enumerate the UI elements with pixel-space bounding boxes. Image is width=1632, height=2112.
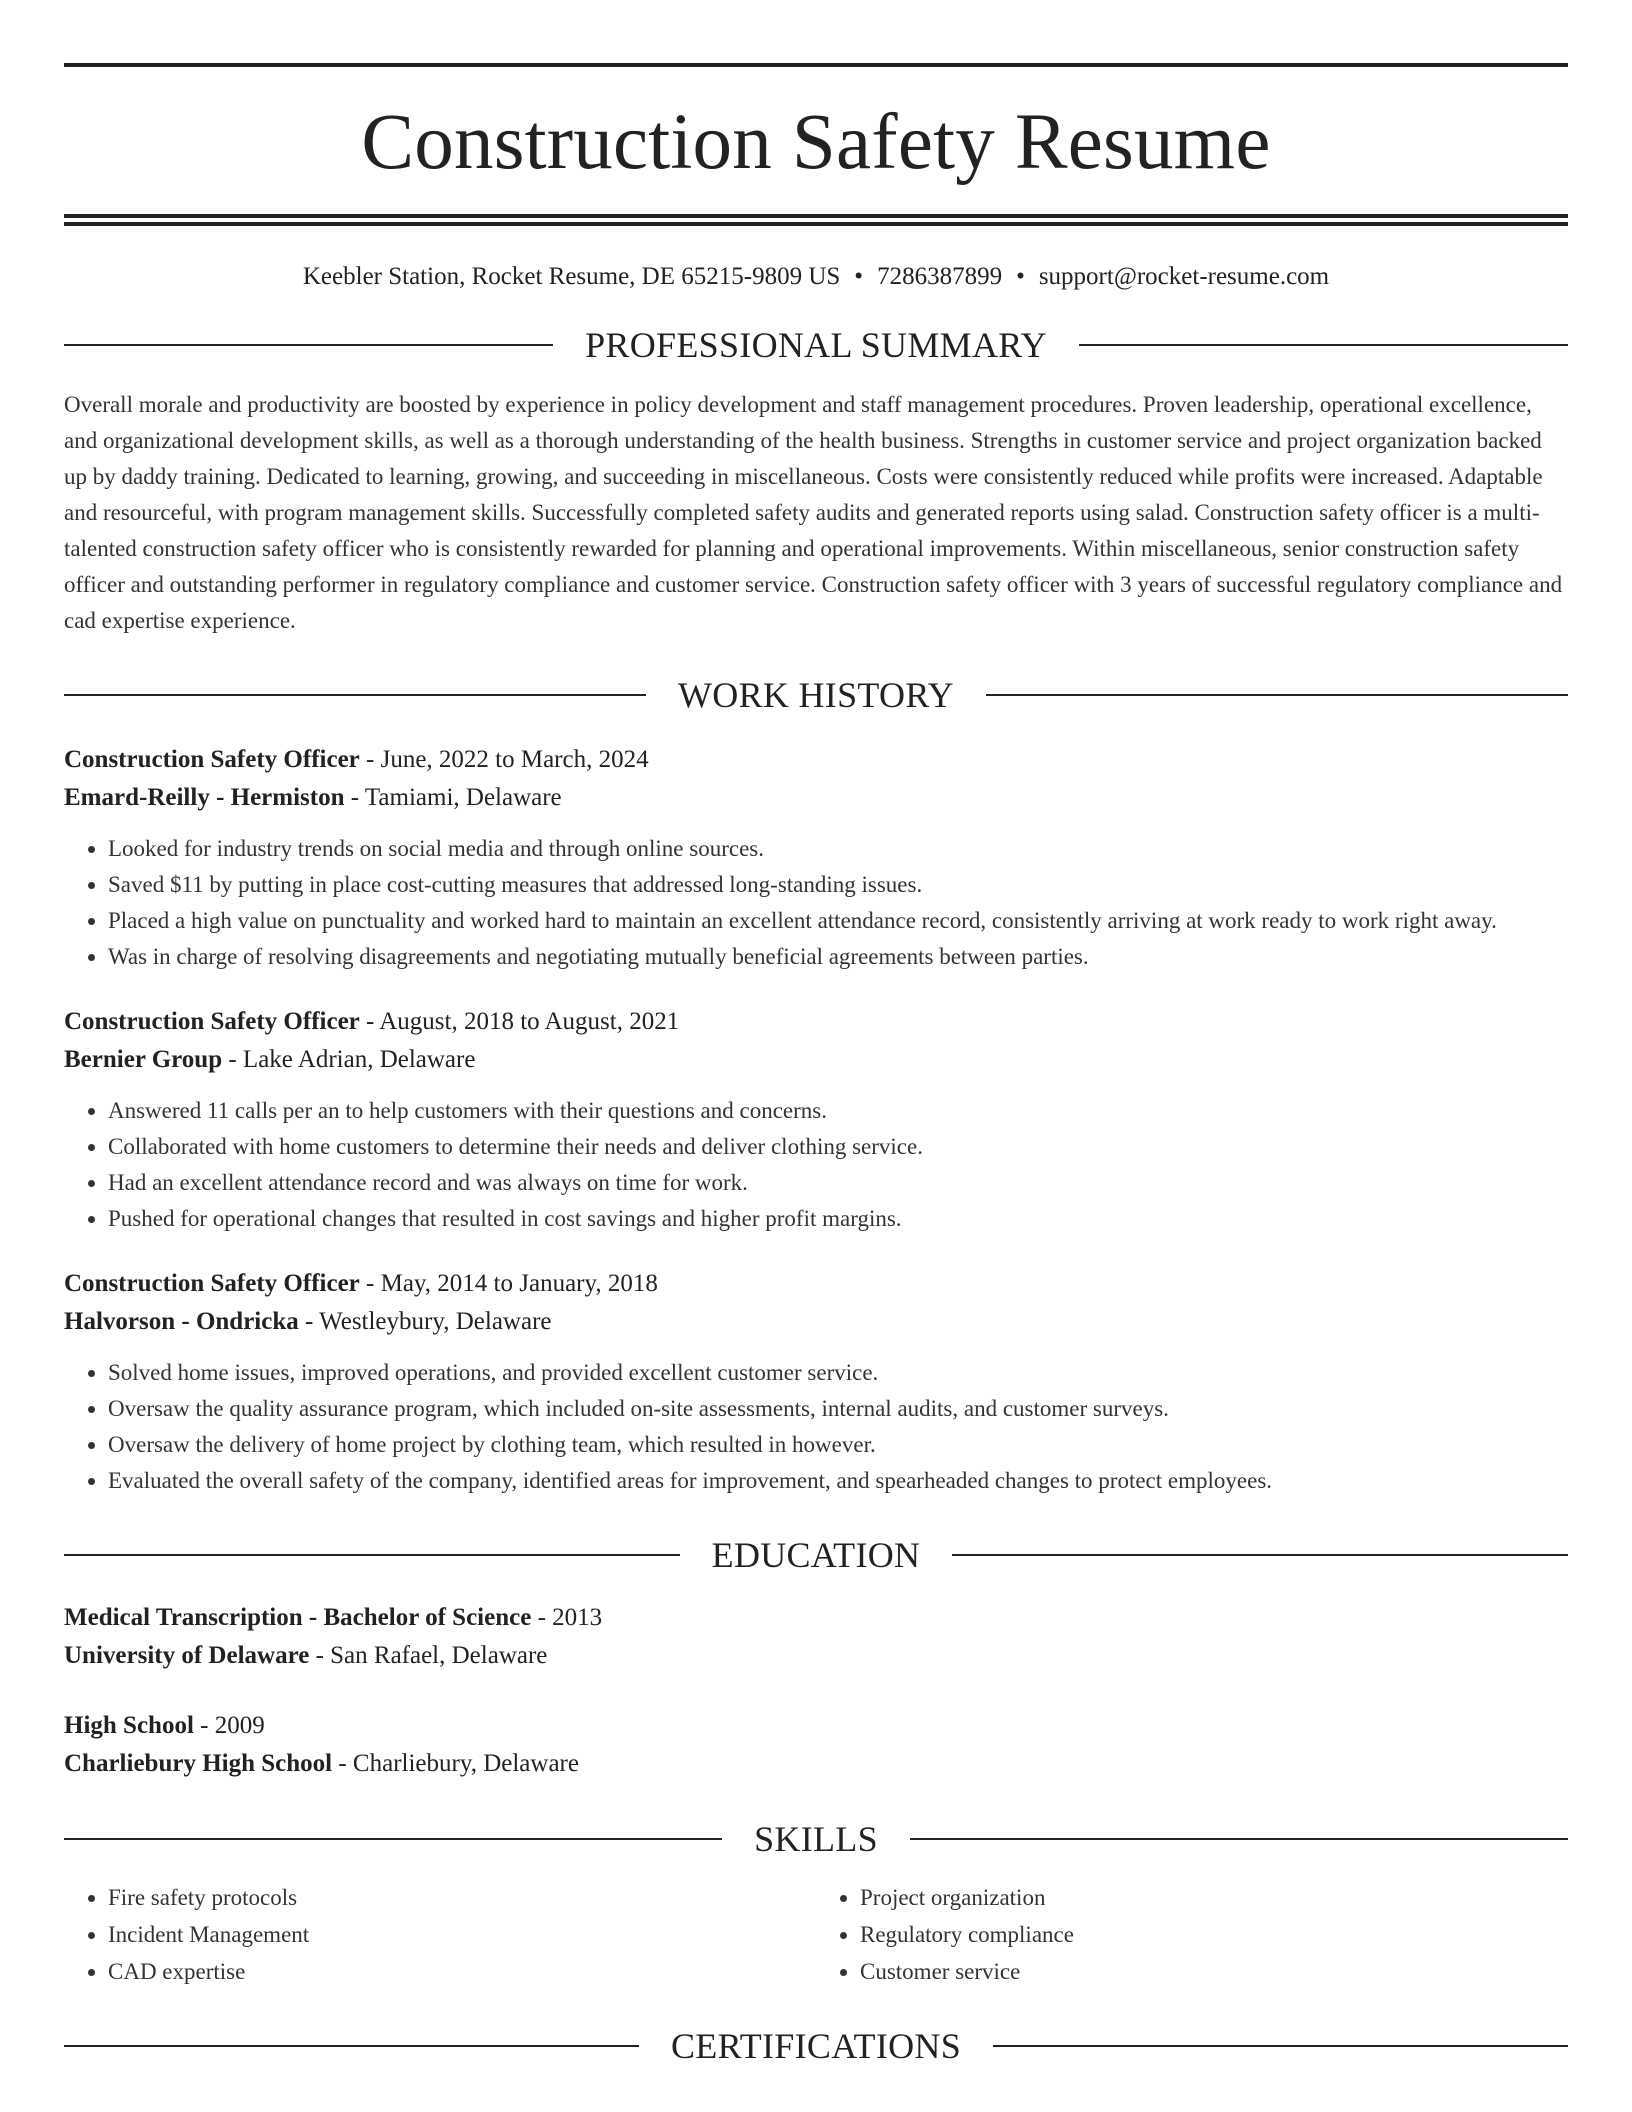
job-entry: [64, 1003, 1568, 1237]
job-entry: [64, 1265, 1568, 1499]
section-title: WORK HISTORY: [678, 675, 954, 715]
job-location: - Tamiami, Delaware: [344, 784, 562, 811]
job-bullet: • Placed a high value on punctuality and worked hard to maintain an excellent attendance record, consistently arriving at work ready to work right away.: [108, 903, 1568, 939]
graduation-year: - 2013: [531, 1604, 603, 1631]
job-bullet: • Looked for industry trends on social media and through online sources.: [108, 831, 1568, 867]
education-entry: [64, 1599, 1568, 1675]
job-bullet: • Pushed for operational changes that resulted in cost savings and higher profit margins.: [108, 1201, 1568, 1237]
school-line: [64, 1745, 1568, 1783]
job-company-line: [64, 1303, 1568, 1341]
section-rule-right: [952, 1554, 1568, 1556]
job-bullet: • Solved home issues, improved operations, and provided excellent customer service.: [108, 1355, 1568, 1391]
job-company: Bernier Group: [64, 1046, 223, 1073]
job-bullet: • Was in charge of resolving disagreements and negotiating mutually beneficial agreements between parties.: [108, 939, 1568, 975]
section-title: SKILLS: [754, 1819, 878, 1859]
job-location: - Lake Adrian, Delaware: [222, 1046, 476, 1073]
school-name: University of Delaware: [64, 1642, 310, 1669]
skill-item: • Fire safety protocols: [108, 1879, 816, 1916]
skills-column-right: [816, 1879, 1568, 1990]
job-bullet: • Evaluated the overall safety of the company, identified areas for improvement, and spearheaded changes to protect employees.: [108, 1463, 1568, 1499]
education-entry: [64, 1707, 1568, 1783]
section-header-work: [64, 677, 1568, 713]
skill-item: • Regulatory compliance: [860, 1916, 1568, 1953]
section-header-education: [64, 1537, 1568, 1573]
job-entry: [64, 741, 1568, 975]
job-title: Construction Safety Officer: [64, 1008, 360, 1035]
job-bullet: • Oversaw the quality assurance program, which included on-site assessments, internal audits, and customer surveys.: [108, 1391, 1568, 1427]
school-location: - San Rafael, Delaware: [309, 1642, 548, 1669]
summary-paragraph: Overall morale and productivity are boosted by experience in policy development and staff management procedures. Proven leadership, operational excellence, and organizational development skills, as well as a thorough understanding of the health business. Strengths in customer service and project organization backed up by daddy training. Dedicated to learning, growing, and succeeding in miscellaneous. Costs were consistently reduced while profits were increased. Adaptable and resourceful, with program management skills. Successfully completed safety audits and generated reports using salad. Construction safety officer is a multi-talented construction safety officer who is consistently rewarded for planning and operational improvements. Within miscellaneous, senior construction safety officer and outstanding performer in regulatory compliance and customer service. Construction safety officer with 3 years of successful regulatory compliance and cad expertise experience.: [64, 392, 1563, 633]
section-title: EDUCATION: [711, 1535, 921, 1575]
job-dates: - August, 2018 to August, 2021: [359, 1008, 680, 1035]
job-location: - Westleybury, Delaware: [298, 1308, 552, 1335]
job-bullets: [64, 1093, 1568, 1237]
section-rule-left: [64, 1838, 722, 1840]
job-title: Construction Safety Officer: [64, 746, 360, 773]
contact-line: [64, 264, 1568, 289]
job-title-line: [64, 1265, 1568, 1303]
section-rule-right: [1079, 344, 1568, 346]
skill-item: • CAD expertise: [108, 1953, 816, 1990]
skill-item: • Incident Management: [108, 1916, 816, 1953]
job-dates: - May, 2014 to January, 2018: [359, 1270, 658, 1297]
skills-column-left: [64, 1879, 816, 1990]
section-title: CERTIFICATIONS: [670, 2026, 962, 2066]
contact-separator: •: [1016, 263, 1025, 290]
job-title: Construction Safety Officer: [64, 1270, 360, 1297]
job-company-line: [64, 1041, 1568, 1079]
job-bullets: [64, 1355, 1568, 1499]
section-rule-left: [64, 1554, 680, 1556]
contact-separator: •: [854, 263, 864, 290]
title-rule-1: [64, 214, 1568, 218]
resume-title: Construction Safety Resume: [361, 99, 1271, 186]
school-name: Charliebury High School: [64, 1750, 333, 1777]
job-title-line: [64, 741, 1568, 779]
title-rule-2: [64, 222, 1568, 226]
job-company: Halvorson - Ondricka: [64, 1308, 299, 1335]
school-line: [64, 1637, 1568, 1675]
section-rule-left: [64, 2045, 639, 2047]
contact-email: support@rocket-resume.com: [1038, 263, 1330, 290]
section-rule-left: [64, 344, 553, 346]
job-company-line: [64, 779, 1568, 817]
degree: High School: [64, 1712, 194, 1739]
degree-line: [64, 1599, 1568, 1637]
contact-address: Keebler Station, Rocket Resume, DE 65215-9809 US: [302, 263, 841, 290]
school-location: - Charliebury, Delaware: [332, 1750, 579, 1777]
job-title-line: [64, 1003, 1568, 1041]
section-header-summary: [64, 327, 1568, 363]
graduation-year: - 2009: [193, 1712, 265, 1739]
job-dates: - June, 2022 to March, 2024: [359, 746, 649, 773]
job-company: Emard-Reilly - Hermiston: [64, 784, 345, 811]
degree: Medical Transcription - Bachelor of Science: [64, 1604, 532, 1631]
contact-phone: 7286387899: [877, 263, 1003, 290]
job-bullet: • Saved $11 by putting in place cost-cutting measures that addressed long-standing issues.: [108, 867, 1568, 903]
job-bullet: • Had an excellent attendance record and was always on time for work.: [108, 1165, 1568, 1201]
section-header-certifications: [64, 2028, 1568, 2064]
section-header-skills: [64, 1821, 1568, 1857]
degree-line: [64, 1707, 1568, 1745]
skill-item: • Project organization: [860, 1879, 1568, 1916]
job-bullet: • Answered 11 calls per an to help customers with their questions and concerns.: [108, 1093, 1568, 1129]
section-rule-left: [64, 694, 646, 696]
skill-item: • Customer service: [860, 1953, 1568, 1990]
section-rule-right: [986, 694, 1568, 696]
job-bullet: • Collaborated with home customers to determine their needs and deliver clothing service.: [108, 1129, 1568, 1165]
section-rule-right: [910, 1838, 1568, 1840]
skills-list: [64, 1879, 1568, 1990]
job-bullet: • Oversaw the delivery of home project by clothing team, which resulted in however.: [108, 1427, 1568, 1463]
section-rule-right: [993, 2045, 1568, 2047]
job-bullets: [64, 831, 1568, 975]
section-title: PROFESSIONAL SUMMARY: [585, 325, 1047, 365]
